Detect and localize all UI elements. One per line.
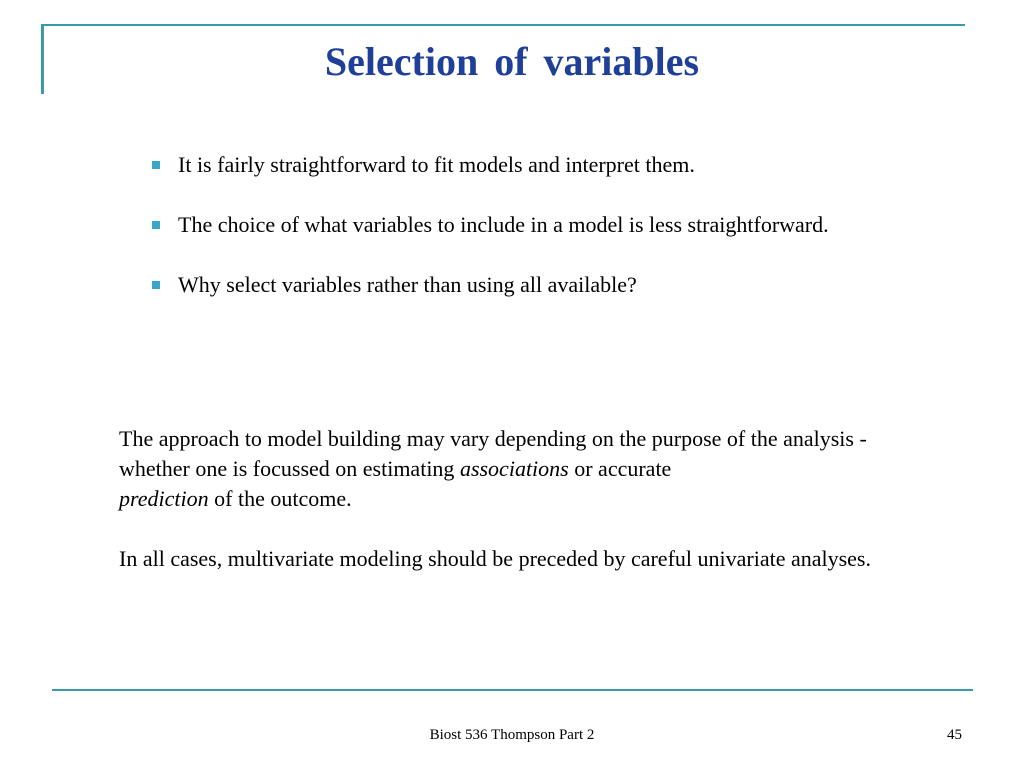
bullet-item	[150, 270, 830, 300]
paragraph-text: of the outcome.	[208, 486, 352, 511]
footer-divider-line	[52, 689, 973, 691]
paragraph-univariate: In all cases, multivariate modeling should be preceded by careful univariate analyses.	[119, 546, 871, 571]
bullet-item	[150, 210, 830, 240]
decorative-corner-horizontal-line	[41, 24, 965, 26]
bullet-item	[150, 150, 830, 180]
paragraph-text: or accurate	[568, 456, 672, 481]
square-bullet-icon	[152, 281, 160, 289]
square-bullet-icon	[152, 221, 160, 229]
emphasis-prediction: prediction	[119, 486, 209, 511]
paragraph-approach	[119, 424, 919, 514]
square-bullet-icon	[152, 161, 160, 169]
bullet-list	[150, 150, 830, 330]
slide-title: Selection of variables	[324, 39, 700, 84]
paragraph-text: The approach to model building may vary depending on the purpose of the analysis - whether one is focussed on estimating	[119, 426, 867, 481]
emphasis-associations: associations	[459, 456, 569, 481]
bullet-text: Why select variables rather than using all available?	[178, 272, 637, 297]
bullet-text: The choice of what variables to include in a model is less straightforward.	[178, 212, 829, 237]
page-number: 45	[947, 727, 962, 743]
bullet-text: It is fairly straightforward to fit models and interpret them.	[178, 152, 695, 177]
footer-text: Biost 536 Thompson Part 2	[429, 727, 595, 743]
